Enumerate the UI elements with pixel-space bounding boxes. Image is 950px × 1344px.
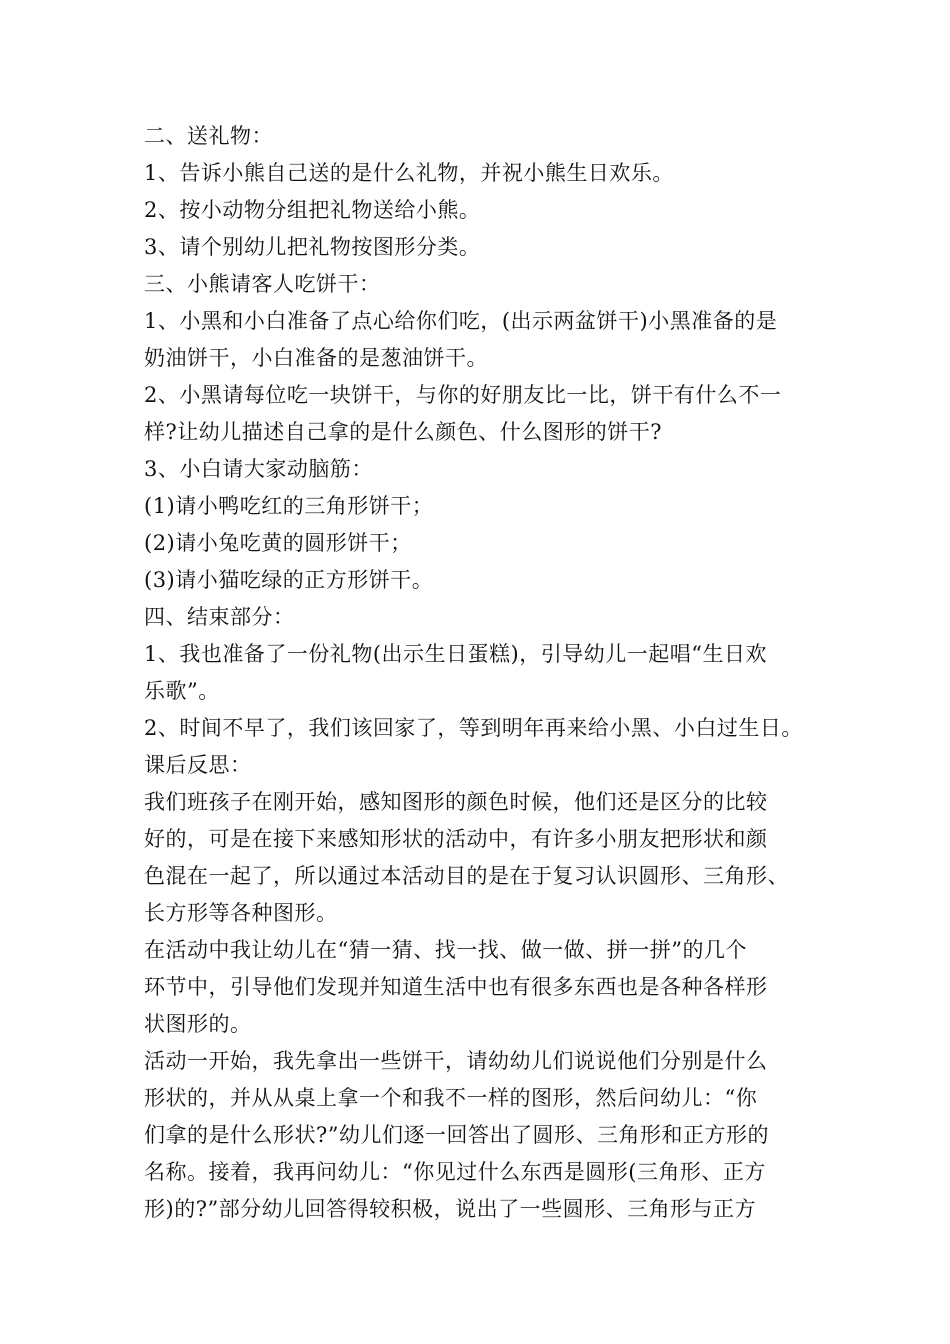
text-line: 在活动中我让幼儿在“猜一猜、找一找、做一做、拼一拼”的几个 <box>144 938 747 962</box>
text-line: 2、小黑请每位吃一块饼干，与你的好朋友比一比，饼干有什么不一 <box>144 383 782 407</box>
text-line: 形状的，并从从桌上拿一个和我不一样的图形，然后问幼儿：“你 <box>144 1086 758 1110</box>
text-line: 状图形的。 <box>144 1012 252 1036</box>
text-line: 3、请个别幼儿把礼物按图形分类。 <box>144 235 481 259</box>
text-line: 活动一开始，我先拿出一些饼干，请幼幼儿们说说他们分别是什么 <box>144 1049 768 1073</box>
text-line: 1、我也准备了一份礼物(出示生日蛋糕)，引导幼儿一起唱“生日欢 <box>144 642 767 666</box>
text-line: 奶油饼干，小白准备的是葱油饼干。 <box>144 346 488 370</box>
text-line: 乐歌”。 <box>144 679 220 703</box>
text-line: 2、按小动物分组把礼物送给小熊。 <box>144 198 481 222</box>
text-line: 1、告诉小熊自己送的是什么礼物，并祝小熊生日欢乐。 <box>144 161 674 185</box>
text-line: (2)请小兔吃黄的圆形饼干； <box>144 531 412 555</box>
text-line: (3)请小猫吃绿的正方形饼干。 <box>144 568 434 592</box>
text-line: 名称。接着，我再问幼儿：“你见过什么东西是圆形(三角形、正方 <box>144 1160 766 1184</box>
text-line: 环节中，引导他们发现并知道生活中也有很多东西也是各种各样形 <box>144 975 768 999</box>
text-line: 色混在一起了，所以通过本活动目的是在于复习认识圆形、三角形、 <box>144 864 789 888</box>
document-body <box>144 118 834 1228</box>
text-line: 们拿的是什么形状?”幼儿们逐一回答出了圆形、三角形和正方形的 <box>144 1123 769 1147</box>
text-line: 2、时间不早了，我们该回家了，等到明年再来给小黑、小白过生日。 <box>144 716 803 740</box>
text-line: 我们班孩子在刚开始，感知图形的颜色时候，他们还是区分的比较 <box>144 790 768 814</box>
section-heading-ending: 四、结束部分： <box>144 605 295 629</box>
text-line: 形)的?”部分幼儿回答得较积极，说出了一些圆形、三角形与正方 <box>144 1197 757 1221</box>
text-line: 1、小黑和小白准备了点心给你们吃，(出示两盆饼干)小黑准备的是 <box>144 309 778 333</box>
section-heading-reflection: 课后反思： <box>144 753 252 777</box>
text-line: 3、小白请大家动脑筋： <box>144 457 373 481</box>
text-line: 样?让幼儿描述自己拿的是什么颜色、什么图形的饼干? <box>144 420 663 444</box>
text-line: 好的，可是在接下来感知形状的活动中，有许多小朋友把形状和颜 <box>144 827 768 851</box>
text-line: (1)请小鸭吃红的三角形饼干； <box>144 494 434 518</box>
section-heading-gift: 二、送礼物： <box>144 124 273 148</box>
text-line: 长方形等各种图形。 <box>144 901 338 925</box>
section-heading-biscuits: 三、小熊请客人吃饼干： <box>144 272 381 296</box>
